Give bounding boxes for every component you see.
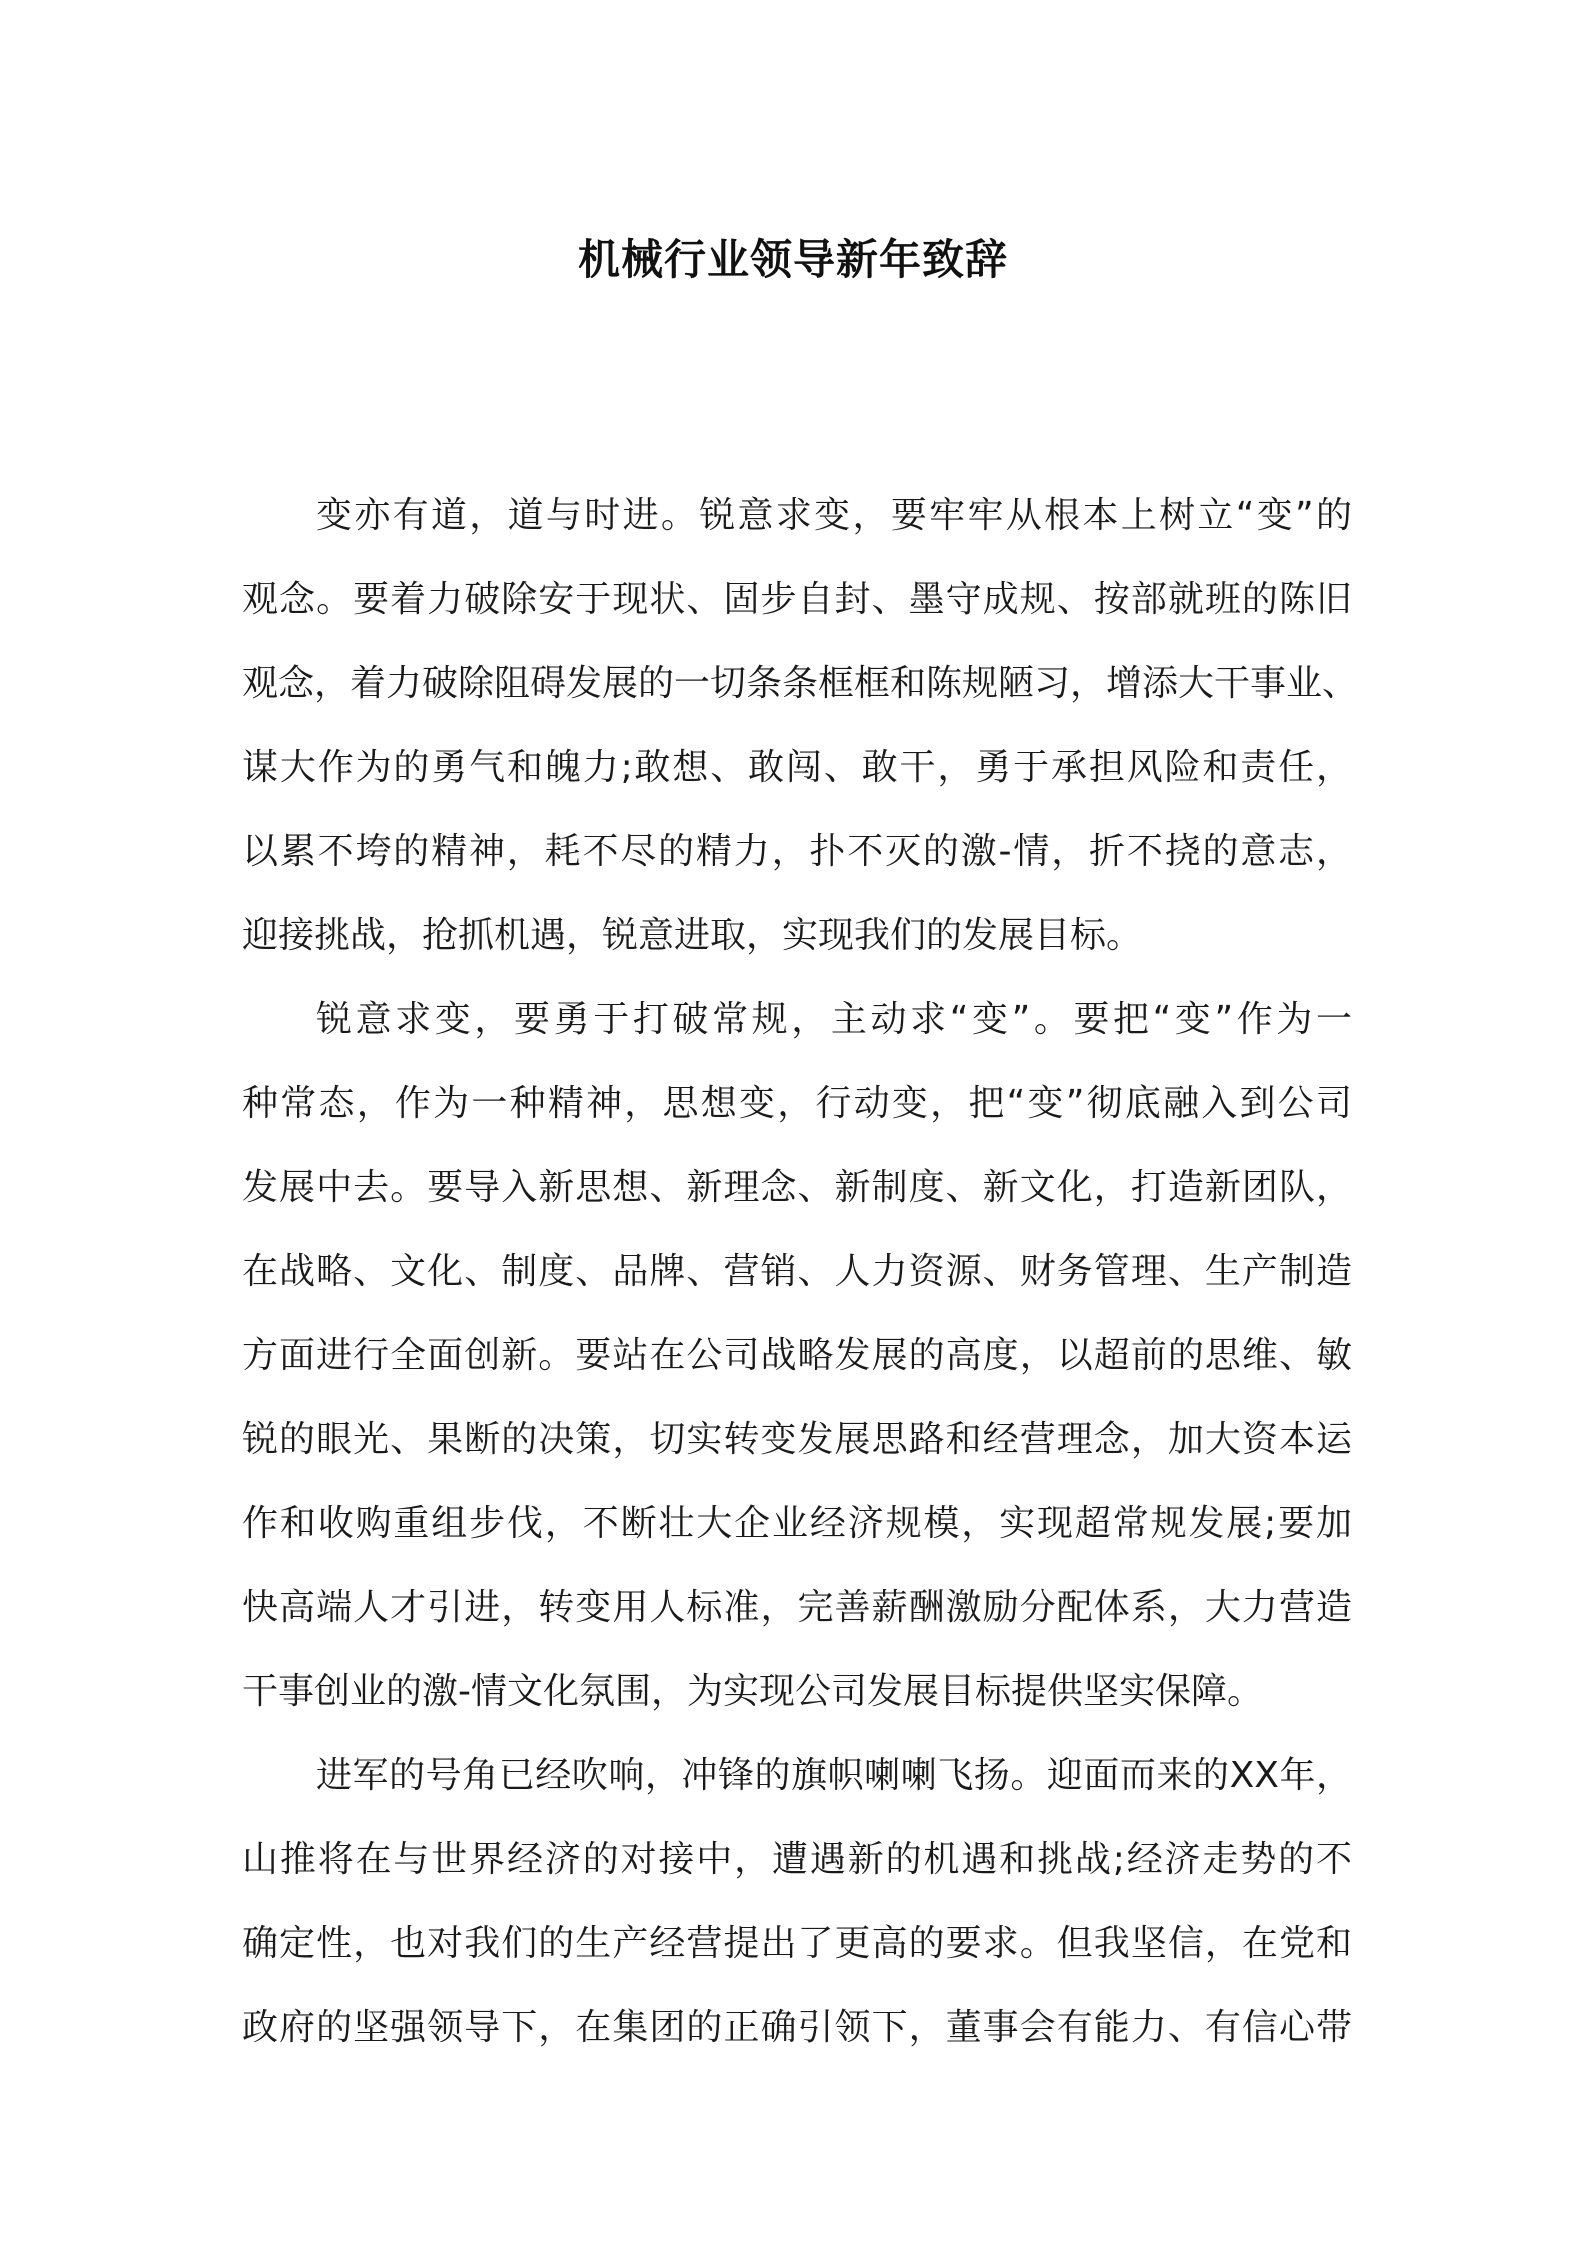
text-line: 谋大作为的勇气和魄力;敢想、敢闯、敢干，勇于承担风险和责任，	[242, 747, 1352, 788]
text-line: 进军的号角已经吹响，冲锋的旗帜喇喇飞扬。迎面而来的XX年，	[316, 1755, 1352, 1796]
text-line: 快高端人才引进，转变用人标准，完善薪酬激励分配体系，大力营造	[242, 1587, 1352, 1628]
text-line: 确定性，也对我们的生产经营提出了更高的要求。但我坚信，在党和	[242, 1923, 1352, 1964]
text-line: 锐的眼光、果断的决策，切实转变发展思路和经营理念，加大资本运	[242, 1419, 1352, 1460]
text-line: 以累不垮的精神，耗不尽的精力，扑不灭的激-情，折不挠的意志，	[242, 831, 1352, 872]
paragraph-3	[242, 1734, 1352, 2070]
text-line: 山推将在与世界经济的对接中，遭遇新的机遇和挑战;经济走势的不	[242, 1839, 1352, 1880]
text-line: 干事创业的激-情文化氛围，为实现公司发展目标提供坚实保障。	[242, 1671, 1263, 1712]
text-line: 在战略、文化、制度、品牌、营销、人力资源、财务管理、生产制造	[242, 1251, 1352, 1292]
text-line: 观念。要着力破除安于现状、固步自封、墨守成规、按部就班的陈旧	[242, 579, 1352, 620]
text-line: 迎接挑战，抢抓机遇，锐意进取，实现我们的发展目标。	[242, 915, 1143, 956]
text-line: 观念，着力破除阻碍发展的一切条条框框和陈规陋习，增添大干事业、	[242, 663, 1359, 704]
document-title: 机械行业领导新年致辞	[577, 235, 1008, 284]
text-line: 作和收购重组步伐，不断壮大企业经济规模，实现超常规发展;要加	[242, 1503, 1352, 1544]
text-line: 发展中去。要导入新思想、新理念、新制度、新文化，打造新团队，	[242, 1167, 1352, 1208]
text-line: 方面进行全面创新。要站在公司战略发展的高度，以超前的思维、敏	[242, 1335, 1352, 1376]
text-line: 锐意求变，要勇于打破常规，主动求“变”。要把“变”作为一	[316, 999, 1352, 1040]
paragraph-2	[242, 978, 1352, 1734]
paragraph-1	[242, 474, 1359, 978]
text-line: 变亦有道，道与时进。锐意求变，要牢牢从根本上树立“变”的	[316, 495, 1352, 536]
document-body	[242, 474, 1359, 2070]
text-line: 政府的坚强领导下，在集团的正确引领下，董事会有能力、有信心带	[242, 2007, 1352, 2048]
text-line: 种常态，作为一种精神，思想变，行动变，把“变”彻底融入到公司	[242, 1083, 1352, 1124]
